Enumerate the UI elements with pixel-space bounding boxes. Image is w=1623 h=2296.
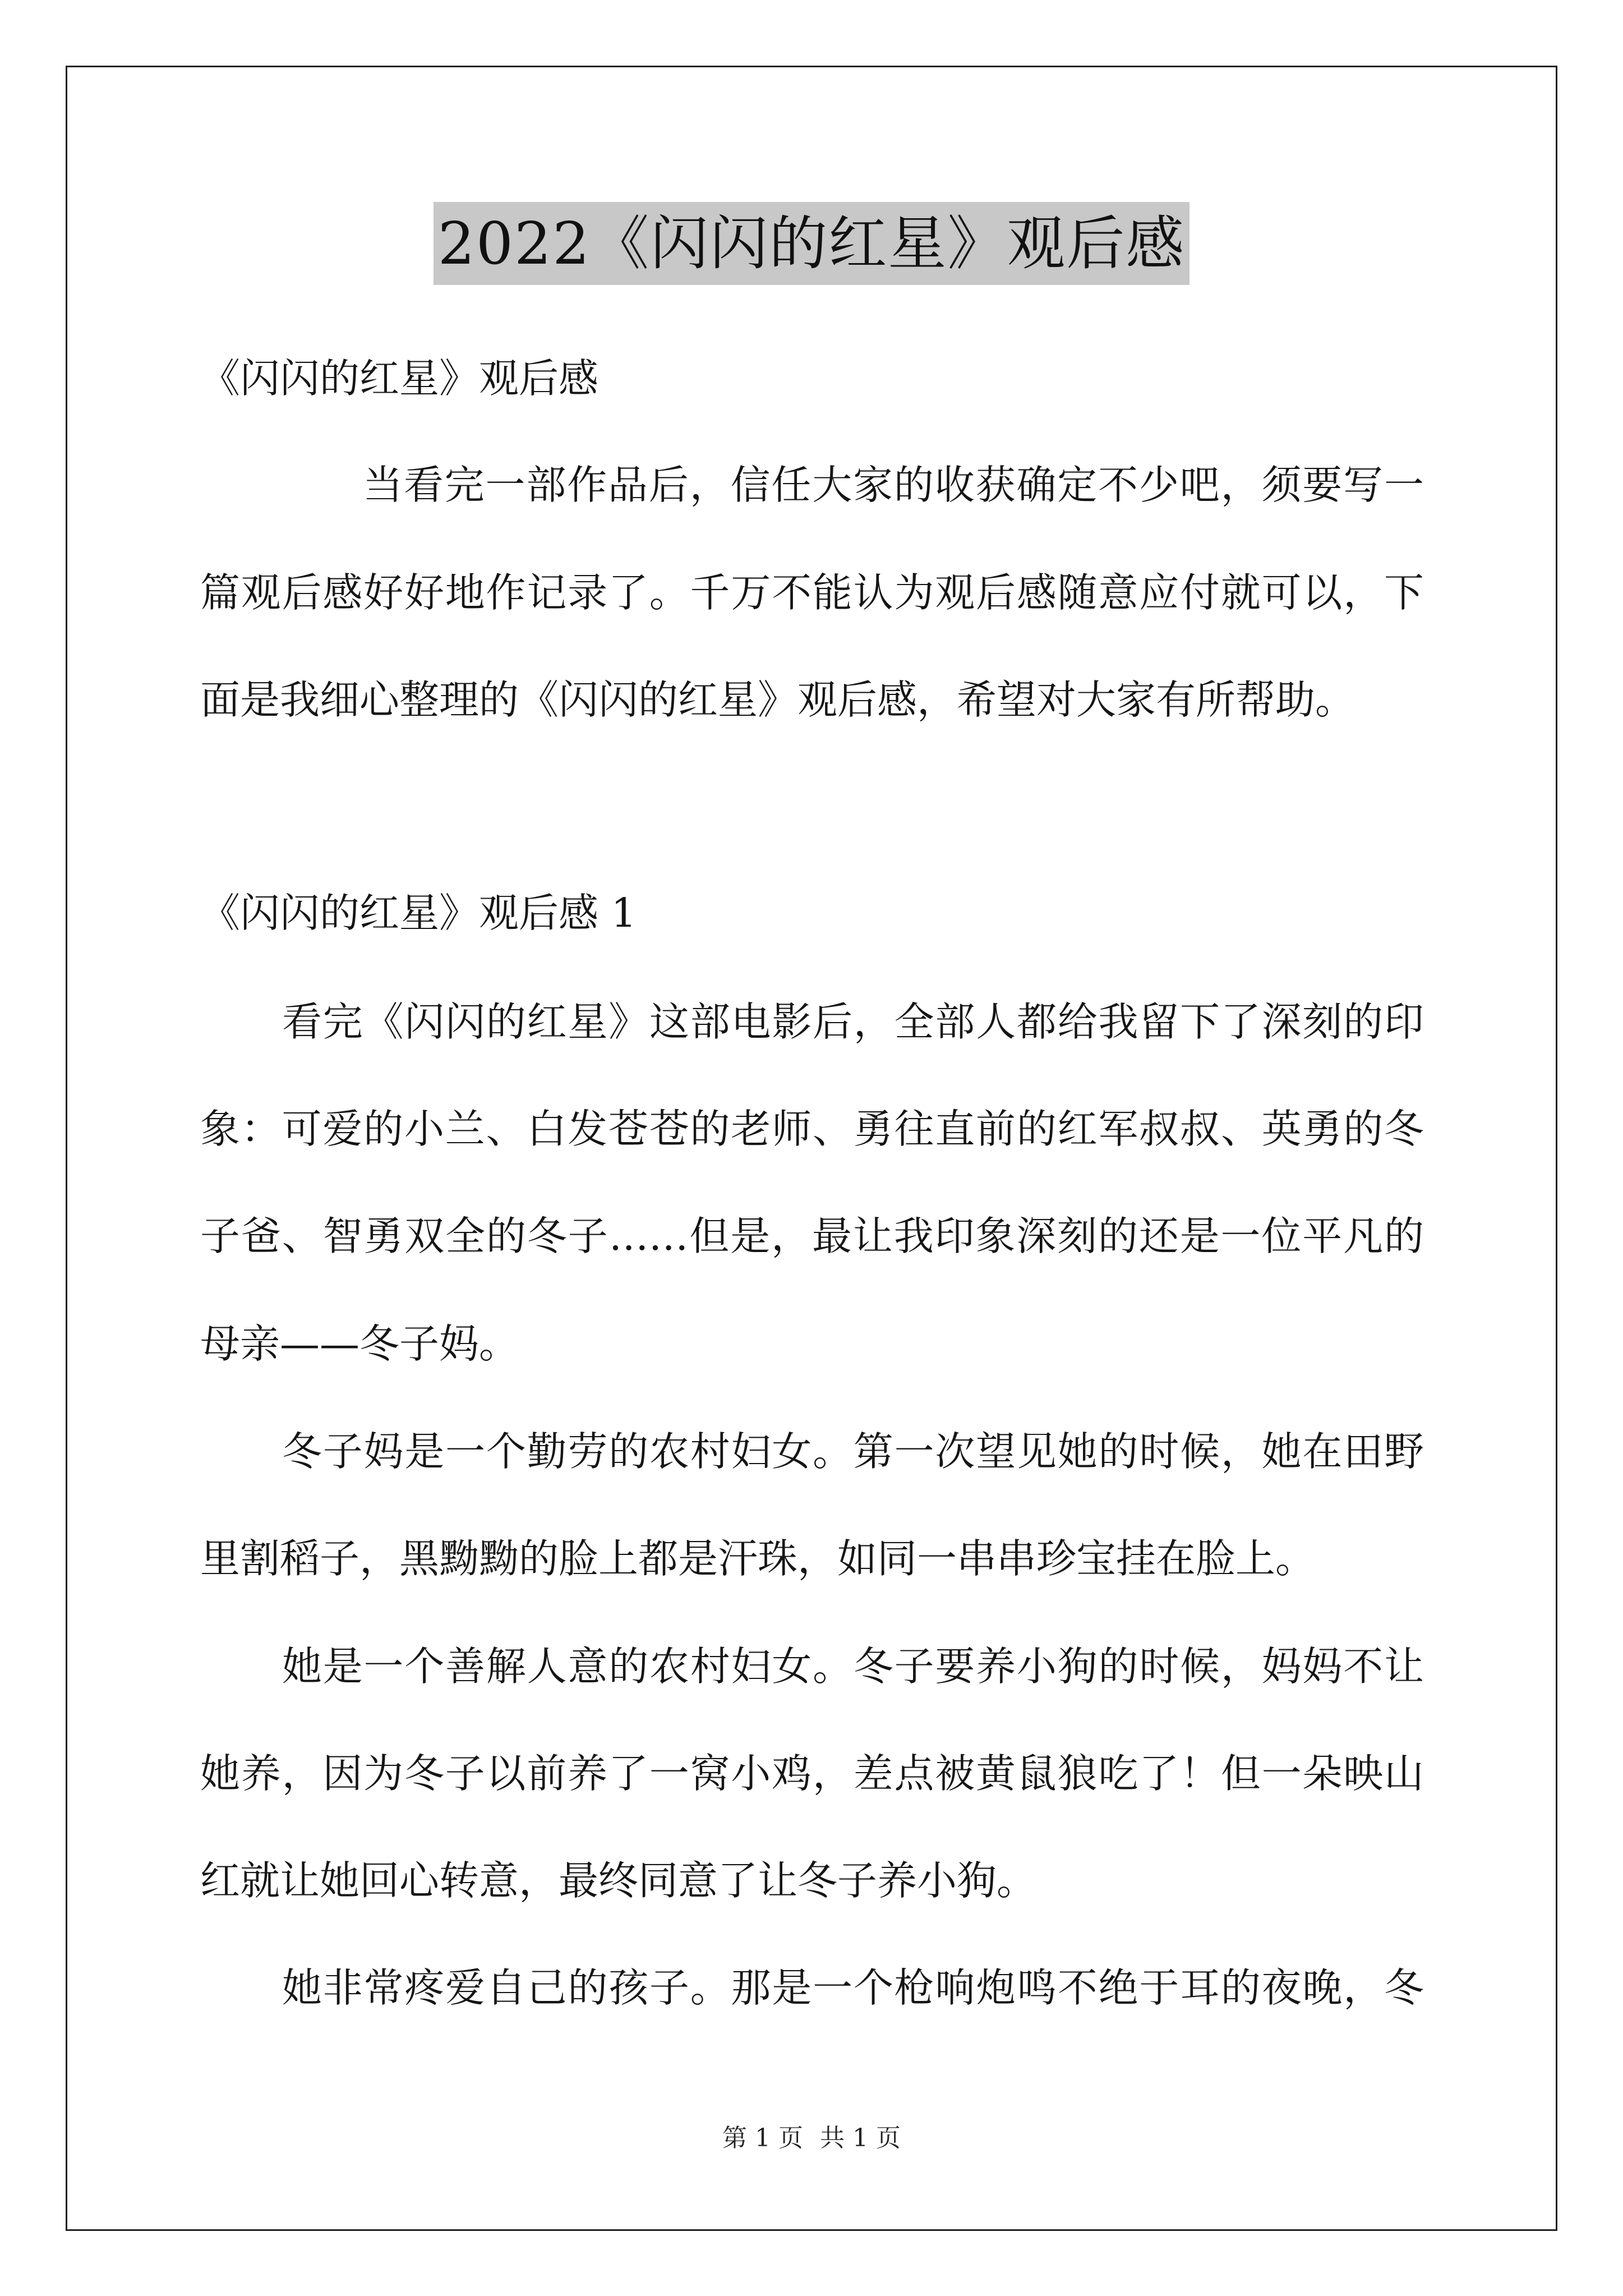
page-total: 共 1 页: [820, 2124, 901, 2152]
paragraph-1-line-1: 看完《闪闪的红星》这部电影后，全部人都给我留下了深刻的印: [282, 999, 1424, 1045]
intro-line-1: 当看完一部作品后，信任大家的收获确定不少吧，须要写一: [363, 462, 1424, 508]
title-wrap: [0, 202, 1623, 285]
paragraph-2-line-2: 里割稻子，黑黝黝的脸上都是汗珠，如同一串串珍宝挂在脸上。: [200, 1535, 1316, 1582]
paragraph-3-line-1: 她是一个善解人意的农村妇女。冬子要养小狗的时候，妈妈不让: [282, 1643, 1424, 1690]
paragraph-1-line-2: 象：可爱的小兰、白发苍苍的老师、勇往直前的红军叔叔、英勇的冬: [200, 1106, 1424, 1152]
paragraph-1-line-3: 子爸、智勇双全的冬子……但是，最让我印象深刻的还是一位平凡的: [200, 1213, 1424, 1259]
section-heading: 《闪闪的红星》观后感 1: [200, 890, 637, 936]
intro-line-3: 面是我细心整理的《闪闪的红星》观后感，希望对大家有所帮助。: [200, 677, 1355, 723]
paragraph-3-line-3: 红就让她回心转意，最终同意了让冬子养小狗。: [200, 1857, 1037, 1904]
paragraph-4-line-1: 她非常疼爱自己的孩子。那是一个枪响炮鸣不绝于耳的夜晚，冬: [282, 1964, 1424, 2011]
paragraph-1-line-4: 母亲——冬子妈。: [200, 1320, 519, 1367]
document-title: 2022《闪闪的红星》观后感: [434, 202, 1190, 285]
paragraph-3-line-2: 她养，因为冬子以前养了一窝小鸡，差点被黄鼠狼吃了！但一朵映山: [200, 1750, 1424, 1797]
page-number: 第 1 页: [722, 2124, 803, 2152]
document-subtitle: 《闪闪的红星》观后感: [200, 355, 599, 402]
page-footer: [0, 2122, 1623, 2155]
paragraph-2-line-1: 冬子妈是一个勤劳的农村妇女。第一次望见她的时候，她在田野: [282, 1428, 1424, 1475]
intro-line-2: 篇观后感好好地作记录了。千万不能认为观后感随意应付就可以，下: [200, 569, 1424, 616]
